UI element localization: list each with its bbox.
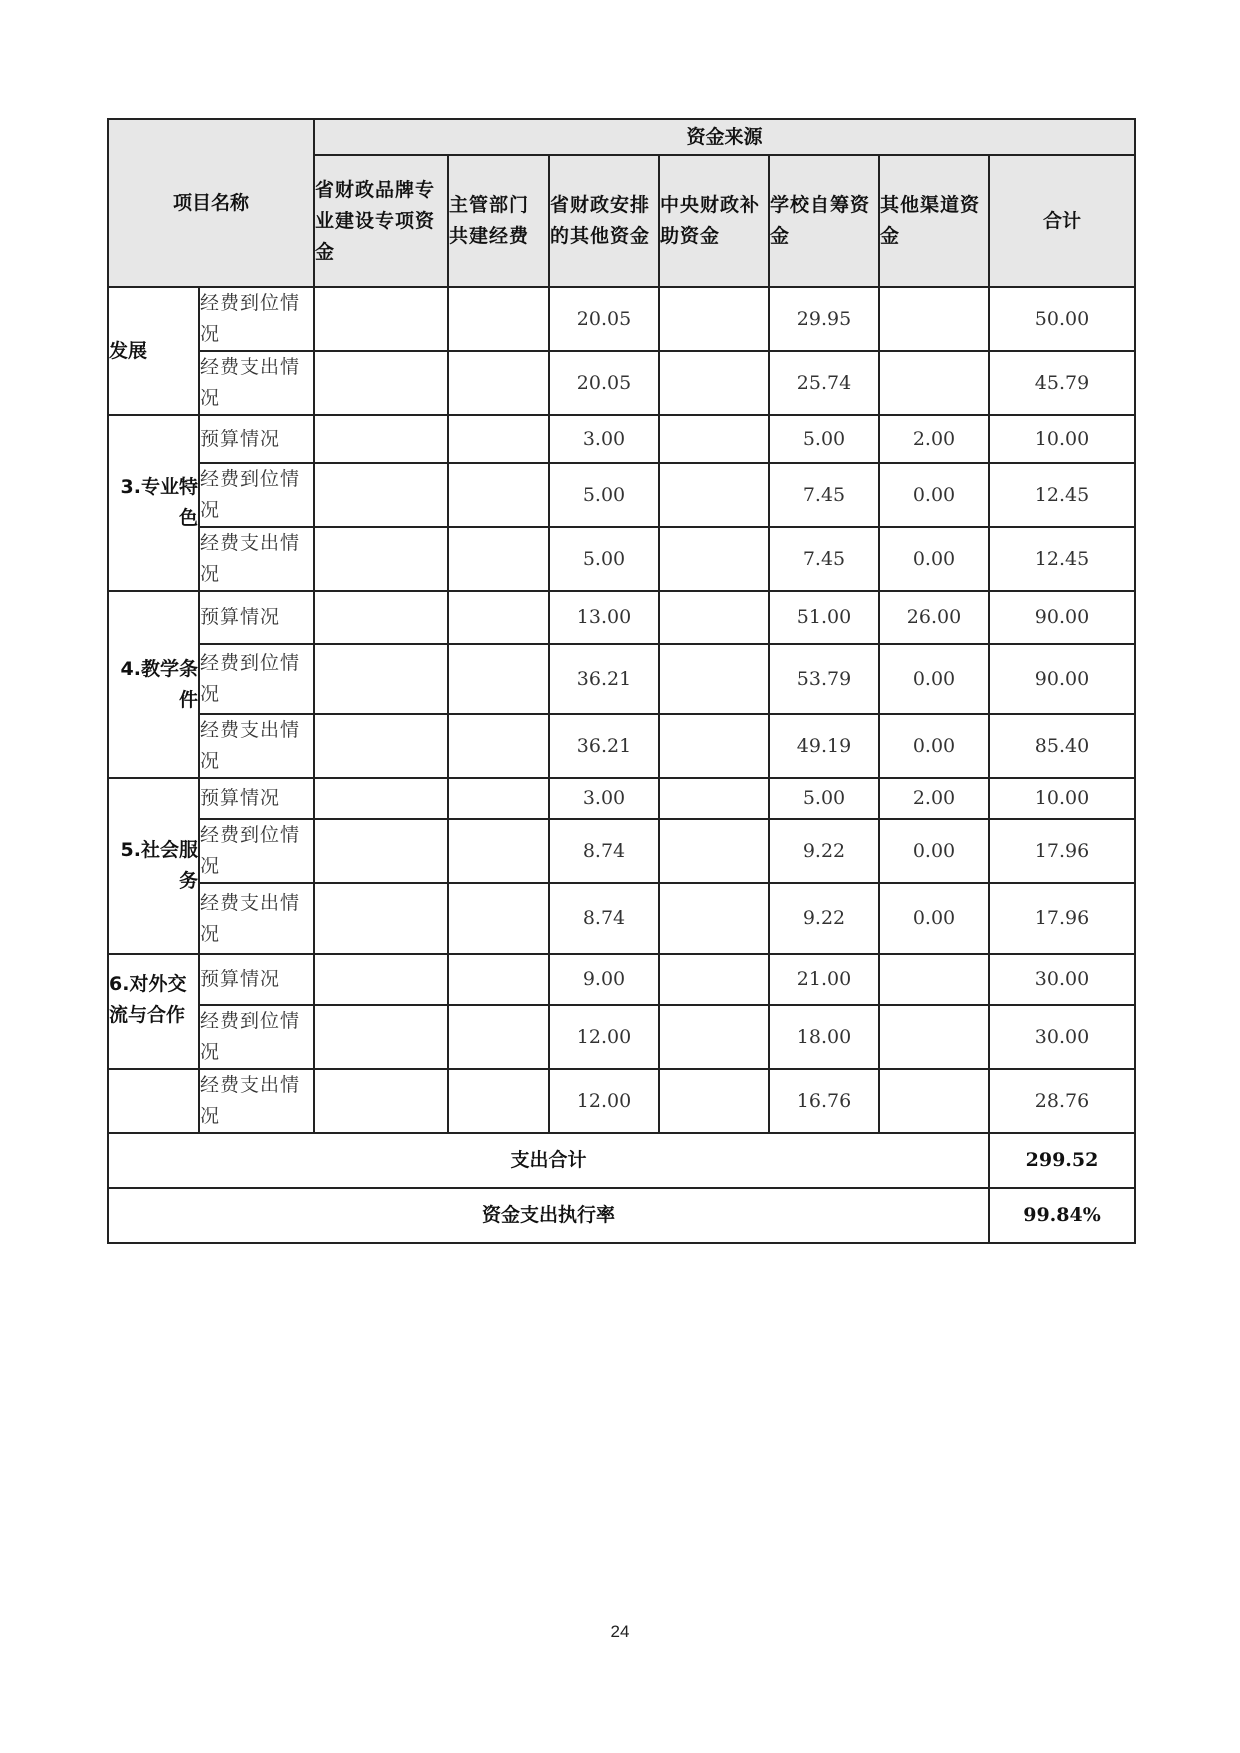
total-cell: 12.45	[989, 463, 1135, 527]
table-row	[108, 819, 1135, 883]
value-cell: 18.00	[769, 1005, 879, 1069]
category-cell: 6.对外交流与合作	[108, 954, 199, 1069]
value-cell: 25.74	[769, 351, 879, 415]
total-cell: 85.40	[989, 714, 1135, 778]
value-cell: 36.21	[549, 714, 659, 778]
column-header: 学校自筹资金	[769, 155, 879, 287]
value-cell	[448, 351, 549, 415]
value-cell: 2.00	[879, 778, 989, 819]
value-cell	[314, 591, 448, 644]
execution-rate-row	[108, 1188, 1135, 1243]
value-cell: 3.00	[549, 778, 659, 819]
value-cell	[879, 954, 989, 1005]
value-cell: 7.45	[769, 527, 879, 591]
total-cell: 90.00	[989, 644, 1135, 714]
value-cell	[314, 644, 448, 714]
category-cell	[108, 1069, 199, 1133]
value-cell	[448, 415, 549, 463]
value-cell	[314, 415, 448, 463]
total-cell: 90.00	[989, 591, 1135, 644]
table-row	[108, 1005, 1135, 1069]
value-cell	[314, 954, 448, 1005]
value-cell: 9.00	[549, 954, 659, 1005]
value-cell: 9.22	[769, 883, 879, 954]
item-label: 经费支出情况	[199, 1069, 314, 1133]
table-row	[108, 591, 1135, 644]
value-cell	[314, 1005, 448, 1069]
total-cell: 17.96	[989, 819, 1135, 883]
table-row	[108, 351, 1135, 415]
value-cell	[448, 644, 549, 714]
total-cell: 45.79	[989, 351, 1135, 415]
category-cell: 5.社会服务	[108, 778, 199, 954]
category-cell: 4.教学条件	[108, 591, 199, 778]
value-cell	[314, 351, 448, 415]
total-cell: 17.96	[989, 883, 1135, 954]
value-cell: 8.74	[549, 819, 659, 883]
total-cell: 30.00	[989, 1005, 1135, 1069]
column-header: 其他渠道资金	[879, 155, 989, 287]
table-row	[108, 714, 1135, 778]
value-cell: 0.00	[879, 714, 989, 778]
value-cell	[659, 819, 769, 883]
value-cell	[659, 714, 769, 778]
value-cell	[448, 714, 549, 778]
value-cell	[448, 287, 549, 351]
value-cell: 5.00	[549, 463, 659, 527]
value-cell: 0.00	[879, 644, 989, 714]
value-cell	[659, 1069, 769, 1133]
table-row	[108, 883, 1135, 954]
value-cell	[659, 351, 769, 415]
value-cell: 0.00	[879, 883, 989, 954]
table-row	[108, 778, 1135, 819]
category-cell: 3.专业特色	[108, 415, 199, 591]
item-label: 经费支出情况	[199, 527, 314, 591]
item-label: 经费到位情况	[199, 287, 314, 351]
funding-source-header: 资金来源	[314, 119, 1135, 155]
value-cell	[659, 1005, 769, 1069]
value-cell	[448, 819, 549, 883]
page-number: 24	[610, 1622, 630, 1641]
value-cell	[314, 1069, 448, 1133]
value-cell: 26.00	[879, 591, 989, 644]
item-label: 经费支出情况	[199, 714, 314, 778]
value-cell: 0.00	[879, 463, 989, 527]
project-name-header: 项目名称	[108, 119, 314, 287]
item-label: 经费支出情况	[199, 883, 314, 954]
column-header-total: 合计	[989, 155, 1135, 287]
total-cell: 10.00	[989, 415, 1135, 463]
value-cell	[314, 287, 448, 351]
item-label: 经费到位情况	[199, 1005, 314, 1069]
value-cell	[314, 819, 448, 883]
value-cell	[659, 527, 769, 591]
value-cell	[314, 883, 448, 954]
execution-rate-label: 资金支出执行率	[108, 1188, 989, 1243]
table-row	[108, 644, 1135, 714]
value-cell	[659, 591, 769, 644]
value-cell	[448, 1069, 549, 1133]
item-label: 预算情况	[199, 778, 314, 819]
total-cell: 30.00	[989, 954, 1135, 1005]
value-cell: 36.21	[549, 644, 659, 714]
item-label: 预算情况	[199, 591, 314, 644]
expenditure-total-row	[108, 1133, 1135, 1188]
value-cell	[659, 415, 769, 463]
table-row	[108, 1069, 1135, 1133]
value-cell	[448, 591, 549, 644]
value-cell: 29.95	[769, 287, 879, 351]
value-cell: 0.00	[879, 527, 989, 591]
item-label: 经费到位情况	[199, 644, 314, 714]
value-cell	[879, 1005, 989, 1069]
item-label: 经费到位情况	[199, 463, 314, 527]
item-label: 预算情况	[199, 954, 314, 1005]
value-cell	[879, 351, 989, 415]
value-cell: 0.00	[879, 819, 989, 883]
value-cell: 5.00	[769, 778, 879, 819]
value-cell	[659, 883, 769, 954]
value-cell: 21.00	[769, 954, 879, 1005]
value-cell: 49.19	[769, 714, 879, 778]
value-cell: 9.22	[769, 819, 879, 883]
table-row	[108, 463, 1135, 527]
item-label: 经费到位情况	[199, 819, 314, 883]
table-row	[108, 287, 1135, 351]
value-cell	[448, 1005, 549, 1069]
value-cell: 2.00	[879, 415, 989, 463]
total-cell: 28.76	[989, 1069, 1135, 1133]
column-header: 省财政品牌专业建设专项资金	[314, 155, 448, 287]
total-cell: 10.00	[989, 778, 1135, 819]
value-cell	[448, 778, 549, 819]
value-cell	[314, 714, 448, 778]
value-cell: 13.00	[549, 591, 659, 644]
table-row	[108, 527, 1135, 591]
value-cell	[448, 463, 549, 527]
header-row-top	[108, 119, 1135, 155]
table-row	[108, 954, 1135, 1005]
value-cell	[314, 527, 448, 591]
value-cell: 12.00	[549, 1005, 659, 1069]
value-cell	[314, 463, 448, 527]
value-cell	[448, 527, 549, 591]
item-label: 经费支出情况	[199, 351, 314, 415]
value-cell: 7.45	[769, 463, 879, 527]
column-header: 中央财政补助资金	[659, 155, 769, 287]
execution-rate-value: 99.84%	[989, 1188, 1135, 1243]
value-cell: 16.76	[769, 1069, 879, 1133]
value-cell: 51.00	[769, 591, 879, 644]
value-cell: 53.79	[769, 644, 879, 714]
expenditure-total-label: 支出合计	[108, 1133, 989, 1188]
value-cell: 20.05	[549, 287, 659, 351]
value-cell	[314, 778, 448, 819]
value-cell: 3.00	[549, 415, 659, 463]
value-cell: 8.74	[549, 883, 659, 954]
table-row	[108, 415, 1135, 463]
category-cell: 发展	[108, 287, 199, 415]
value-cell	[659, 778, 769, 819]
value-cell: 12.00	[549, 1069, 659, 1133]
column-header: 省财政安排的其他资金	[549, 155, 659, 287]
value-cell	[448, 883, 549, 954]
total-cell: 50.00	[989, 287, 1135, 351]
value-cell: 20.05	[549, 351, 659, 415]
funding-table	[107, 118, 1136, 1244]
item-label: 预算情况	[199, 415, 314, 463]
value-cell	[879, 1069, 989, 1133]
value-cell	[659, 287, 769, 351]
value-cell	[879, 287, 989, 351]
value-cell: 5.00	[769, 415, 879, 463]
value-cell	[659, 644, 769, 714]
value-cell	[659, 954, 769, 1005]
value-cell	[659, 463, 769, 527]
column-header: 主管部门共建经费	[448, 155, 549, 287]
total-cell: 12.45	[989, 527, 1135, 591]
value-cell	[448, 954, 549, 1005]
value-cell: 5.00	[549, 527, 659, 591]
expenditure-total-value: 299.52	[989, 1133, 1135, 1188]
